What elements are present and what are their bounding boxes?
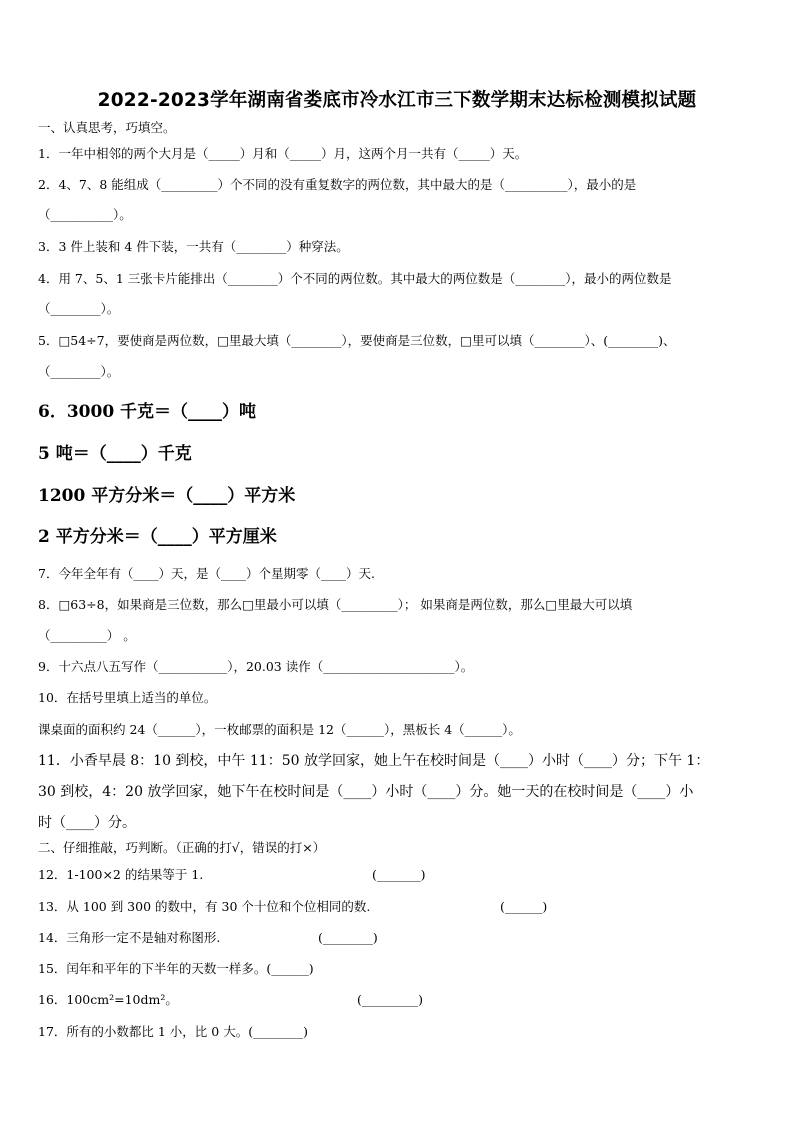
question-10-line-2: 课桌面的面积约 24（______），一枚邮票的面积是 12（______），黑板长 4（______）。 bbox=[38, 722, 521, 737]
question-13-answer-blank: (______) bbox=[500, 899, 548, 914]
question-16-answer-blank: (_________) bbox=[357, 992, 424, 1007]
question-15: 15．闰年和平年的下半年的天数一样多。(______) bbox=[38, 961, 314, 976]
question-12: 12．1-100×2 的结果等于 1. bbox=[38, 867, 204, 882]
section-2-heading: 二、仔细推敲，巧判断。（正确的打√，错误的打×） bbox=[38, 840, 326, 855]
question-11-line-3: 时（____）分。 bbox=[38, 815, 136, 831]
question-17: 17．所有的小数都比 1 小，比 0 大。(________) bbox=[38, 1024, 308, 1039]
question-13: 13．从 100 到 300 的数中，有 30 个十位和个位相同的数. bbox=[38, 899, 371, 914]
page-title: 2022-2023学年湖南省娄底市冷水江市三下数学期末达标检测模拟试题 bbox=[97, 90, 697, 111]
question-10: 10．在括号里填上适当的单位。 bbox=[38, 690, 217, 705]
question-2-line-1: 2．4、7、8 能组成（_________）个不同的没有重复数字的两位数，其中最大的是（__________），最小的是 bbox=[38, 177, 637, 192]
question-8-line-2: （_________） 。 bbox=[38, 628, 136, 643]
question-11-line-1: 11．小香早晨 8：10 到校，中午 11：50 放学回家，她上午在校时间是（____）小时（____）分；下午 1： bbox=[38, 753, 710, 769]
question-2-line-2: （__________）。 bbox=[38, 207, 132, 222]
question-1: 1．一年中相邻的两个大月是（_____）月和（_____）月，这两个月一共有（_____）天。 bbox=[38, 146, 528, 161]
question-4-line-2: （________）。 bbox=[38, 301, 120, 316]
question-6-part-3: 1200 平方分米＝（____）平方米 bbox=[38, 486, 296, 506]
question-11-line-2: 30 到校，4：20 放学回家，她下午在校时间是（____）小时（____）分。她一天的在校时间是（____）小 bbox=[38, 784, 694, 800]
question-3: 3．3 件上装和 4 件下装，一共有（________）种穿法。 bbox=[38, 239, 349, 254]
question-7: 7．今年全年有（____）天，是（____）个星期零（____）天. bbox=[38, 566, 375, 581]
question-14: 14．三角形一定不是轴对称图形. bbox=[38, 930, 221, 945]
question-9: 9．十六点八五写作（___________），20.03 读作（_____________________）。 bbox=[38, 659, 474, 674]
question-4-line-1: 4．用 7、5、1 三张卡片能排出（________）个不同的两位数。其中最大的两位数是（________），最小的两位数是 bbox=[38, 271, 672, 286]
question-16: 16．100cm²=10dm²。 bbox=[38, 992, 178, 1007]
question-8-line-1: 8．□63÷8，如果商是三位数，那么□里最小可以填（_________）； 如果商是两位数，那么□里最大可以填 bbox=[38, 597, 633, 612]
question-14-answer-blank: (________) bbox=[318, 930, 378, 945]
question-6-part-1: 6．3000 千克＝（____）吨 bbox=[38, 402, 257, 422]
question-6-part-4: 2 平方分米＝（____）平方厘米 bbox=[38, 527, 277, 547]
question-5-line-1: 5．□54÷7，要使商是两位数，□里最大填（________），要使商是三位数，□里可以填（________）、(________)、 bbox=[38, 333, 676, 348]
section-1-heading: 一、认真思考，巧填空。 bbox=[38, 120, 176, 135]
question-5-line-2: （________）。 bbox=[38, 364, 120, 379]
question-12-answer-blank: (_______) bbox=[372, 867, 426, 882]
question-6-part-2: 5 吨＝（____）千克 bbox=[38, 444, 192, 464]
